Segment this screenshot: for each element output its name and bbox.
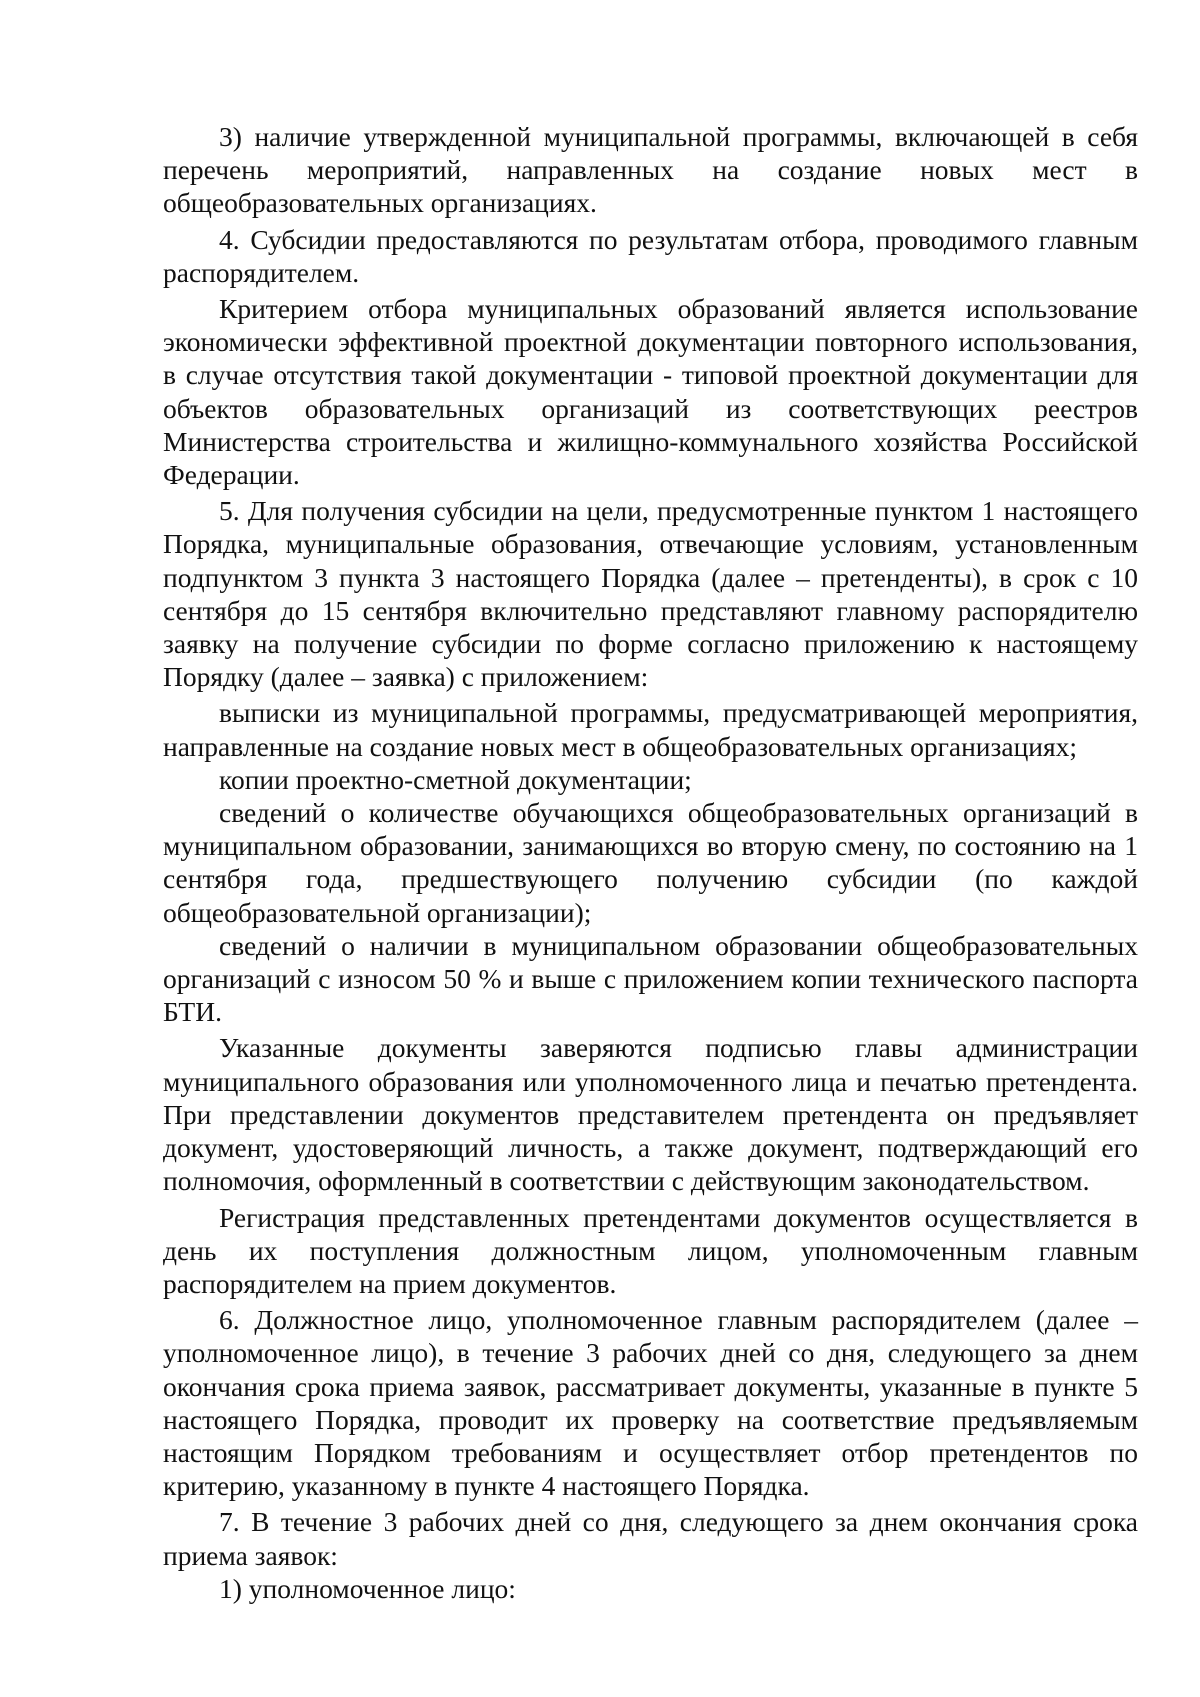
paragraph-registration: Регистрация представленных претендентами документов осуществляется в день их поступления должностным лицом, уполномоченным главным распорядителем на прием документов. [163,1201,1138,1299]
paragraph-attachment-design-docs: копии проектно-сметной документации; [219,763,692,795]
paragraph-clause-4: 4. Субсидии предоставляются по результатам отбора, проводимого главным распорядителем. [163,223,1138,288]
paragraph-attachment-program-extract: выписки из муниципальной программы, предусматривающей мероприятия, направленные на создание новых мест в общеобразовательных организациях; [163,697,1138,762]
paragraph-clause-5: 5. Для получения субсидии на цели, предусмотренные пунктом 1 настоящего Порядка, муниципальные образования, отвечающие условиям, установленным подпунктом 3 пункта 3 настоящего Порядка (далее – претенденты), в срок с 10 сентября до 15 сентября включительно представляют главному распорядителю заявку на получение субсидии по форме согласно приложению к настоящему Порядку (далее – заявка) с приложением: [163,495,1138,693]
paragraph-clause-7-item-1: 1) уполномоченное лицо: [219,1572,516,1604]
paragraph-clause-6: 6. Должностное лицо, уполномоченное главным распорядителем (далее – уполномоченное лицо), в течение 3 рабочих дней со дня, следующего за днем окончания срока приема заявок, рассматривает документы, указанные в пункте 5 настоящего Порядка, проводит их проверку на соответствие предъявляемым настоящим Порядком требованиям и осуществляет отбор претендентов по критерию, указанному в пункте 4 настоящего Порядка. [163,1304,1138,1502]
paragraph-attachment-students-info: сведений о количестве обучающихся общеобразовательных организаций в муниципальном образовании, занимающихся во вторую смену, по состоянию на 1 сентября года, предшествующего получению субсидии (по каждой общеобразовательной организации); [163,797,1138,928]
paragraph-clause-7: 7. В течение 3 рабочих дней со дня, следующего за днем окончания срока приема заявок: [163,1506,1138,1571]
paragraph-item-3: 3) наличие утвержденной муниципальной программы, включающей в себя перечень мероприятий, направленных на создание новых мест в общеобразовательных организациях. [163,121,1138,219]
paragraph-attachment-wear-info: сведений о наличии в муниципальном образовании общеобразовательных организаций с износом 50 % и выше с приложением копии технического паспорта БТИ. [163,929,1138,1028]
paragraph-certification: Указанные документы заверяются подписью главы администрации муниципального образования или уполномоченного лица и печатью претендента. При представлении документов представителем претендента он предъявляет документ, удостоверяющий личность, а также документ, подтверждающий его полномочия, оформленный в соответствии с действующим законодательством. [163,1032,1138,1197]
document-body [163,120,1138,1605]
paragraph-selection-criterion: Критерием отбора муниципальных образований является использование экономически эффективной проектной документации повторного использования, в случае отсутствия такой документации - типовой проектной документации для объектов образовательных организаций из соответствующих реестров Министерства строительства и жилищно-коммунального хозяйства Российской Федерации. [163,293,1138,491]
